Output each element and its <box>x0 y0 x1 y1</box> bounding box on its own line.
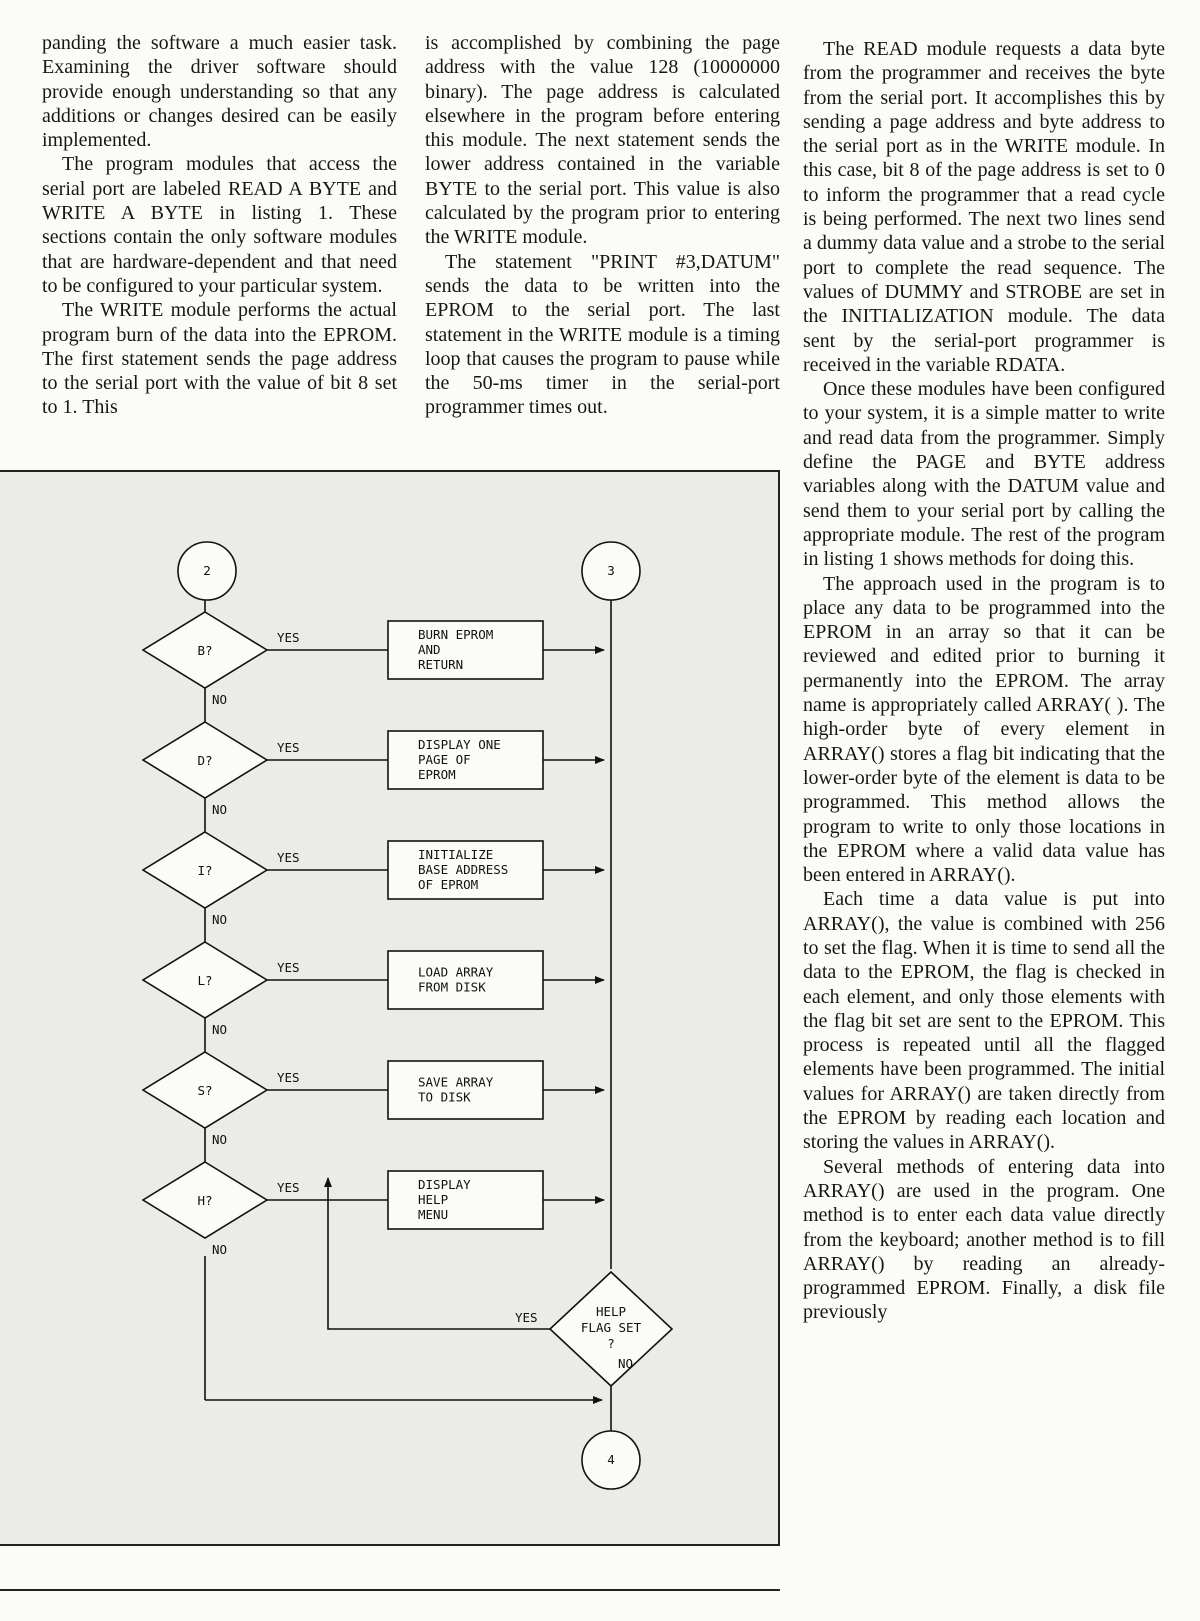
connector-2-label: 2 <box>203 563 211 578</box>
no-label: NO <box>212 1022 228 1037</box>
action-text: AND <box>418 642 441 657</box>
yes-label: YES <box>277 850 300 865</box>
article-column-1 <box>42 31 397 420</box>
paragraph: is accomplished by combining the page address with the value 128 (10000000 binary). The page address is calculated elsewhere in the program before entering this module. The next statement sends the lower address contained in the variable BYTE to the serial port. This value is also calculated by the program prior to entering the WRITE module. <box>425 32 780 249</box>
decision-label: H? <box>197 1193 213 1208</box>
connector-3-label: 3 <box>607 563 615 578</box>
help-flag-text: FLAG SET <box>580 1320 642 1335</box>
no-label: NO <box>212 912 228 927</box>
paragraph: The READ module requests a data byte from the programmer and receives the byte from the serial port. It accomplishes this by sending a page address and byte address to the serial port as in the WRITE module. In this case, bit 8 of the page address is set to 0 to inform the programmer that a read cycle is being performed. The next two lines send a dummy data value and a strobe to the serial port to complete the read sequence. The values of DUMMY and STROBE are set in the INITIALIZATION module. The data sent by the serial-port programmer is received in the variable RDATA. <box>803 38 1165 376</box>
no-label: NO <box>212 802 228 817</box>
decision-label: S? <box>197 1083 213 1098</box>
action-text: HELP <box>418 1192 449 1207</box>
action-text: OF EPROM <box>418 877 479 892</box>
action-text: INITIALIZE <box>418 847 494 862</box>
paragraph: panding the software a much easier task. Examining the driver software should provide enough understanding so that any additions or changes desired can be easily implemented. <box>42 32 397 152</box>
yes-label: YES <box>515 1310 538 1325</box>
action-text: PAGE OF <box>418 752 471 767</box>
decision-chain <box>143 600 604 1257</box>
help-flag-text: ? <box>607 1336 615 1351</box>
no-label: NO <box>212 1132 228 1147</box>
bottom-rule <box>0 1589 780 1591</box>
action-text: BASE ADDRESS <box>418 862 509 877</box>
decision-label: D? <box>197 753 213 768</box>
yes-label: YES <box>277 1070 300 1085</box>
yes-label: YES <box>277 740 300 755</box>
no-label: NO <box>618 1356 634 1371</box>
action-text: MENU <box>418 1207 449 1222</box>
paragraph: Once these modules have been configured to your system, it is a simple matter to write and read data from the programmer. Simply define the PAGE and BYTE address variables along with the DATUM value and send them to your serial port by calling the appropriate module. The rest of the program in listing 1 shows methods for doing this. <box>803 378 1165 571</box>
decision-label: I? <box>197 863 213 878</box>
paragraph: Several methods of entering data into ARRAY() are used in the program. One method is to enter each data value directly from the keyboard; another method is to fill ARRAY() by reading an already-programmed EPROM. Finally, a disk file previously <box>803 1155 1165 1324</box>
action-text: EPROM <box>418 767 456 782</box>
article-column-3 <box>803 37 1165 1325</box>
paragraph: The approach used in the program is to place any data to be programmed into the EPROM in an array so that it can be reviewed and edited prior to burning it permanently into the EPROM. The array name is appropriately called ARRAY( ). The high-order byte of every element in ARRAY() stores a flag bit indicating that the lower-order byte of the element is data to be programmed. This method allows the program to write to only those locations in the EPROM where a valid data value has been entered in ARRAY(). <box>803 572 1165 887</box>
flowchart-figure <box>0 470 780 1546</box>
no-label: NO <box>212 1242 228 1257</box>
paragraph: Each time a data value is put into ARRAY(), the value is combined with 256 to set the flag. When it is time to send all the data to the EPROM, the flag is checked in each element, and only those elements with the flag bit set are sent to the EPROM. This process is repeated until all the flagged elements have been programmed. The initial values for ARRAY() are taken directly from the EPROM by reading each location and storing the values in ARRAY(). <box>803 888 1165 1154</box>
decision-label: B? <box>197 643 213 658</box>
paragraph: The program modules that access the serial port are labeled READ A BYTE and WRITE A BYTE in listing 1. These sections contain the only software modules that are hardware-dependent and that need to be configured to your particular system. <box>42 153 397 297</box>
action-text: FROM DISK <box>418 979 486 995</box>
action-text: BURN EPROM <box>418 627 494 642</box>
yes-label: YES <box>277 1180 300 1195</box>
no-label: NO <box>212 692 228 707</box>
action-text: DISPLAY ONE <box>418 737 501 752</box>
connector-4-label: 4 <box>607 1452 615 1467</box>
decision-label: L? <box>197 973 213 988</box>
yes-label: YES <box>277 630 300 645</box>
action-text: TO DISK <box>418 1089 471 1105</box>
yes-label: YES <box>277 960 300 975</box>
paragraph: The statement "PRINT #3,DATUM" sends the data to be written into the EPROM to the serial port. The last statement in the WRITE module is a timing loop that causes the program to pause while the 50-ms timer in the serial-port programmer times out. <box>425 250 780 419</box>
action-text: LOAD ARRAY <box>418 964 494 980</box>
flowchart <box>0 472 780 1548</box>
action-text: SAVE ARRAY <box>418 1074 494 1090</box>
paragraph: The WRITE module performs the actual program burn of the data into the EPROM. The first statement sends the page address to the serial port with the value of bit 8 set to 1. This <box>42 299 397 419</box>
article-column-2 <box>425 31 780 420</box>
action-text: RETURN <box>418 657 464 672</box>
action-text: DISPLAY <box>418 1177 471 1192</box>
help-flag-text: HELP <box>595 1304 627 1319</box>
